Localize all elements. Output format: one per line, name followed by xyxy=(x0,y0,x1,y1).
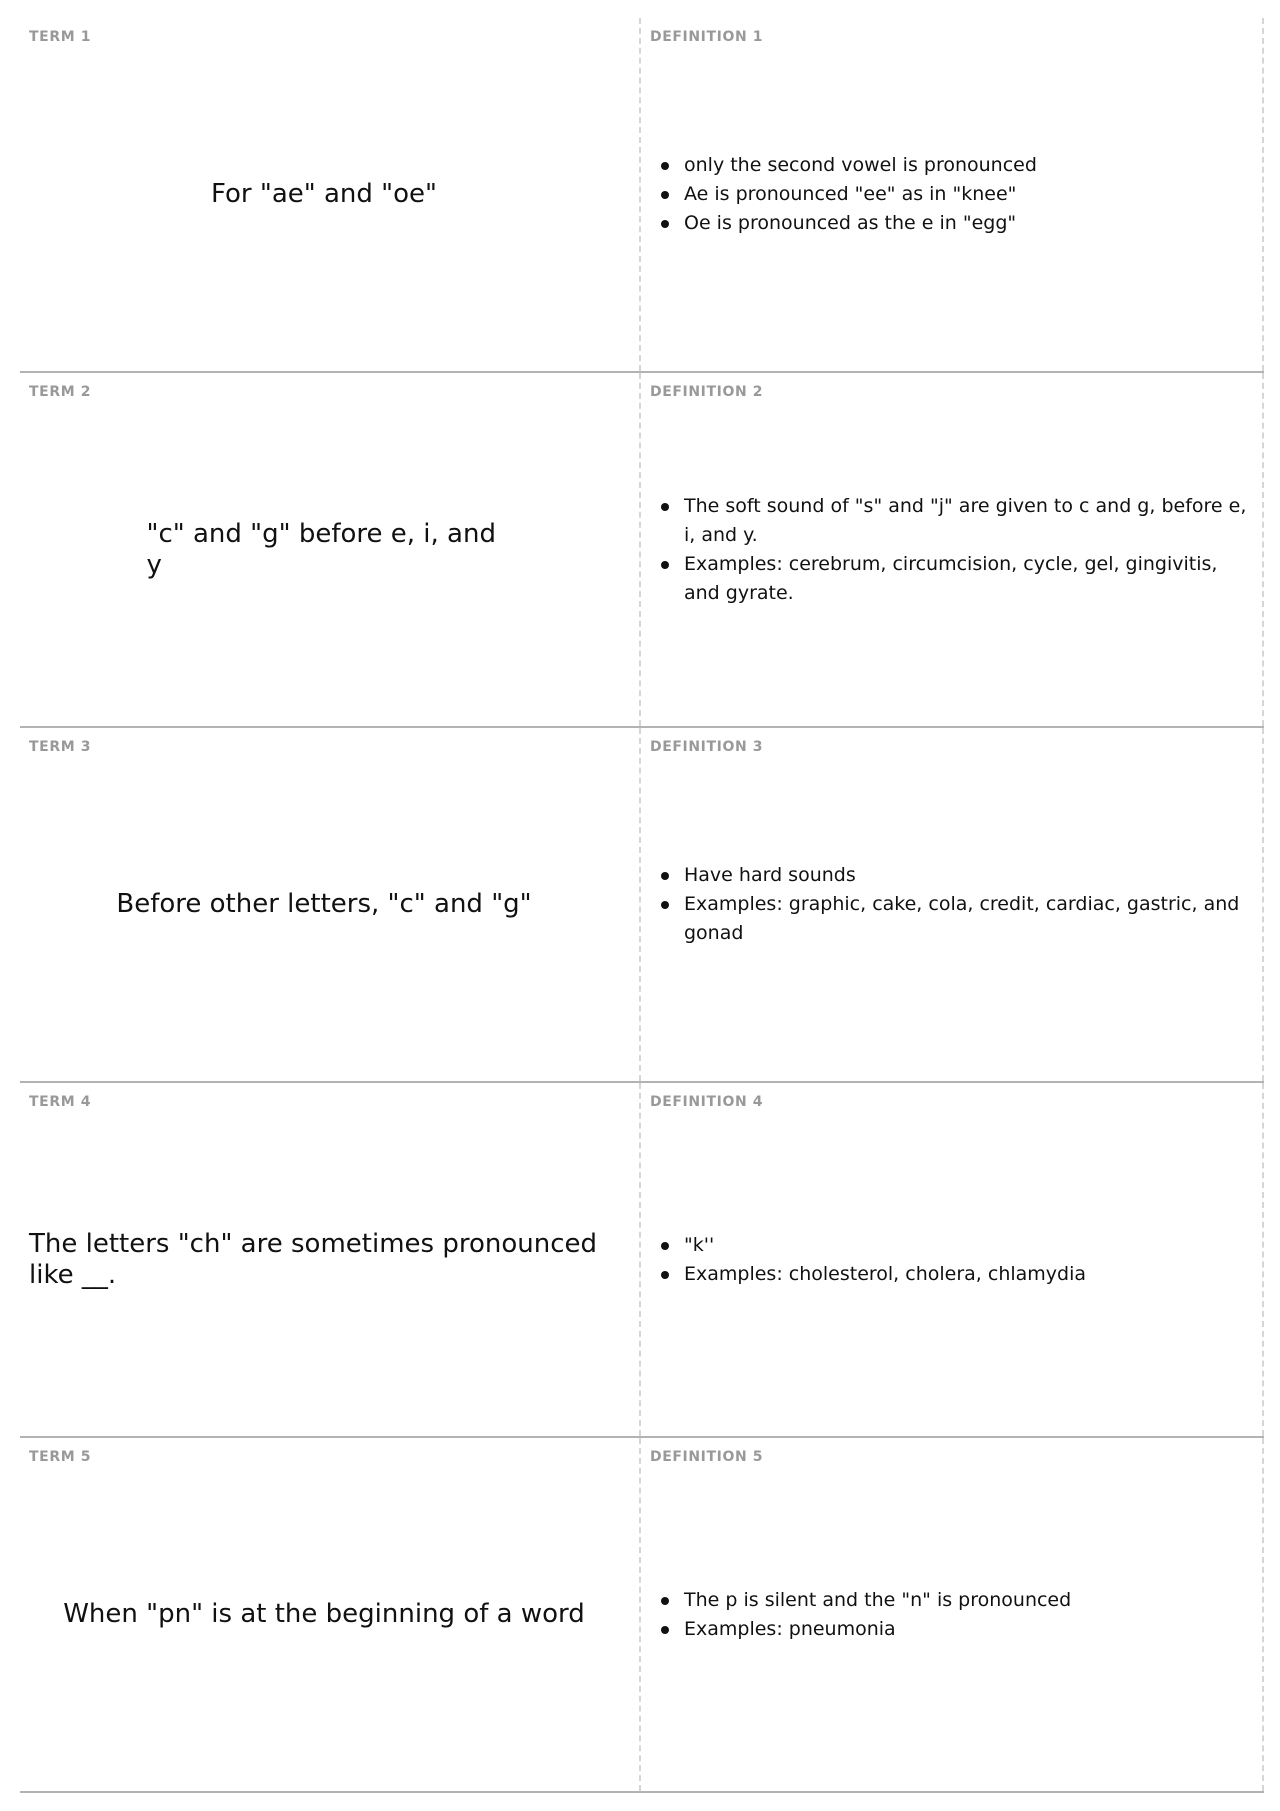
definition-label-5: DEFINITION 5 xyxy=(650,1449,764,1465)
term-label-3: TERM 3 xyxy=(29,739,92,755)
term-label-2: TERM 2 xyxy=(29,384,92,400)
definition-bullet: "k'' xyxy=(684,1231,1254,1260)
definition-bullet: Examples: graphic, cake, cola, credit, cardiac, gastric, and gonad xyxy=(684,890,1254,948)
definition-label-3: DEFINITION 3 xyxy=(650,739,764,755)
definition-bullet: The p is silent and the "n" is pronounced xyxy=(684,1586,1254,1615)
definition-list-3 xyxy=(651,861,1254,948)
flashcard-row-2 xyxy=(20,373,1264,728)
definition-cell-2 xyxy=(641,373,1264,726)
definition-list-1 xyxy=(651,151,1254,238)
flashcard-sheet xyxy=(20,18,1264,1793)
definition-list-4 xyxy=(651,1231,1254,1289)
definition-cell-3 xyxy=(641,728,1264,1081)
definition-bullet: Examples: cholesterol, cholera, chlamydia xyxy=(684,1260,1254,1289)
flashcard-row-1 xyxy=(20,18,1264,373)
term-label-4: TERM 4 xyxy=(29,1094,92,1110)
term-cell-3 xyxy=(20,728,641,1081)
term-cell-2 xyxy=(20,373,641,726)
definition-cell-5 xyxy=(641,1438,1264,1791)
flashcard-row-3 xyxy=(20,728,1264,1083)
definition-list-2 xyxy=(651,492,1254,608)
term-cell-1 xyxy=(20,18,641,371)
term-label-5: TERM 5 xyxy=(29,1449,92,1465)
definition-bullet: Examples: cerebrum, circumcision, cycle, gel, gingivitis, and gyrate. xyxy=(684,550,1254,608)
definition-bullet: Ae is pronounced "ee" as in "knee" xyxy=(684,180,1254,209)
term-text-2: "c" and "g" before e, i, and y xyxy=(146,518,496,580)
flashcard-row-5 xyxy=(20,1438,1264,1793)
definition-label-1: DEFINITION 1 xyxy=(650,29,764,45)
term-text-5: When "pn" is at the beginning of a word xyxy=(63,1599,585,1629)
definition-bullet: The soft sound of "s" and "j" are given to c and g, before e, i, and y. xyxy=(684,492,1254,550)
flashcard-row-4 xyxy=(20,1083,1264,1438)
definition-bullet: Oe is pronounced as the e in "egg" xyxy=(684,209,1254,238)
definition-label-2: DEFINITION 2 xyxy=(650,384,764,400)
definition-cell-4 xyxy=(641,1083,1264,1436)
term-text-3: Before other letters, "c" and "g" xyxy=(116,889,532,919)
term-cell-5 xyxy=(20,1438,641,1791)
definition-cell-1 xyxy=(641,18,1264,371)
definition-bullet: Have hard sounds xyxy=(684,861,1254,890)
definition-bullet: Examples: pneumonia xyxy=(684,1615,1254,1644)
definition-bullet: only the second vowel is pronounced xyxy=(684,151,1254,180)
term-cell-4 xyxy=(20,1083,641,1436)
definition-list-5 xyxy=(651,1586,1254,1644)
definition-label-4: DEFINITION 4 xyxy=(650,1094,764,1110)
term-text-4: The letters "ch" are sometimes pronounced like __. xyxy=(29,1228,597,1290)
term-text-1: For "ae" and "oe" xyxy=(210,179,437,209)
term-label-1: TERM 1 xyxy=(29,29,92,45)
